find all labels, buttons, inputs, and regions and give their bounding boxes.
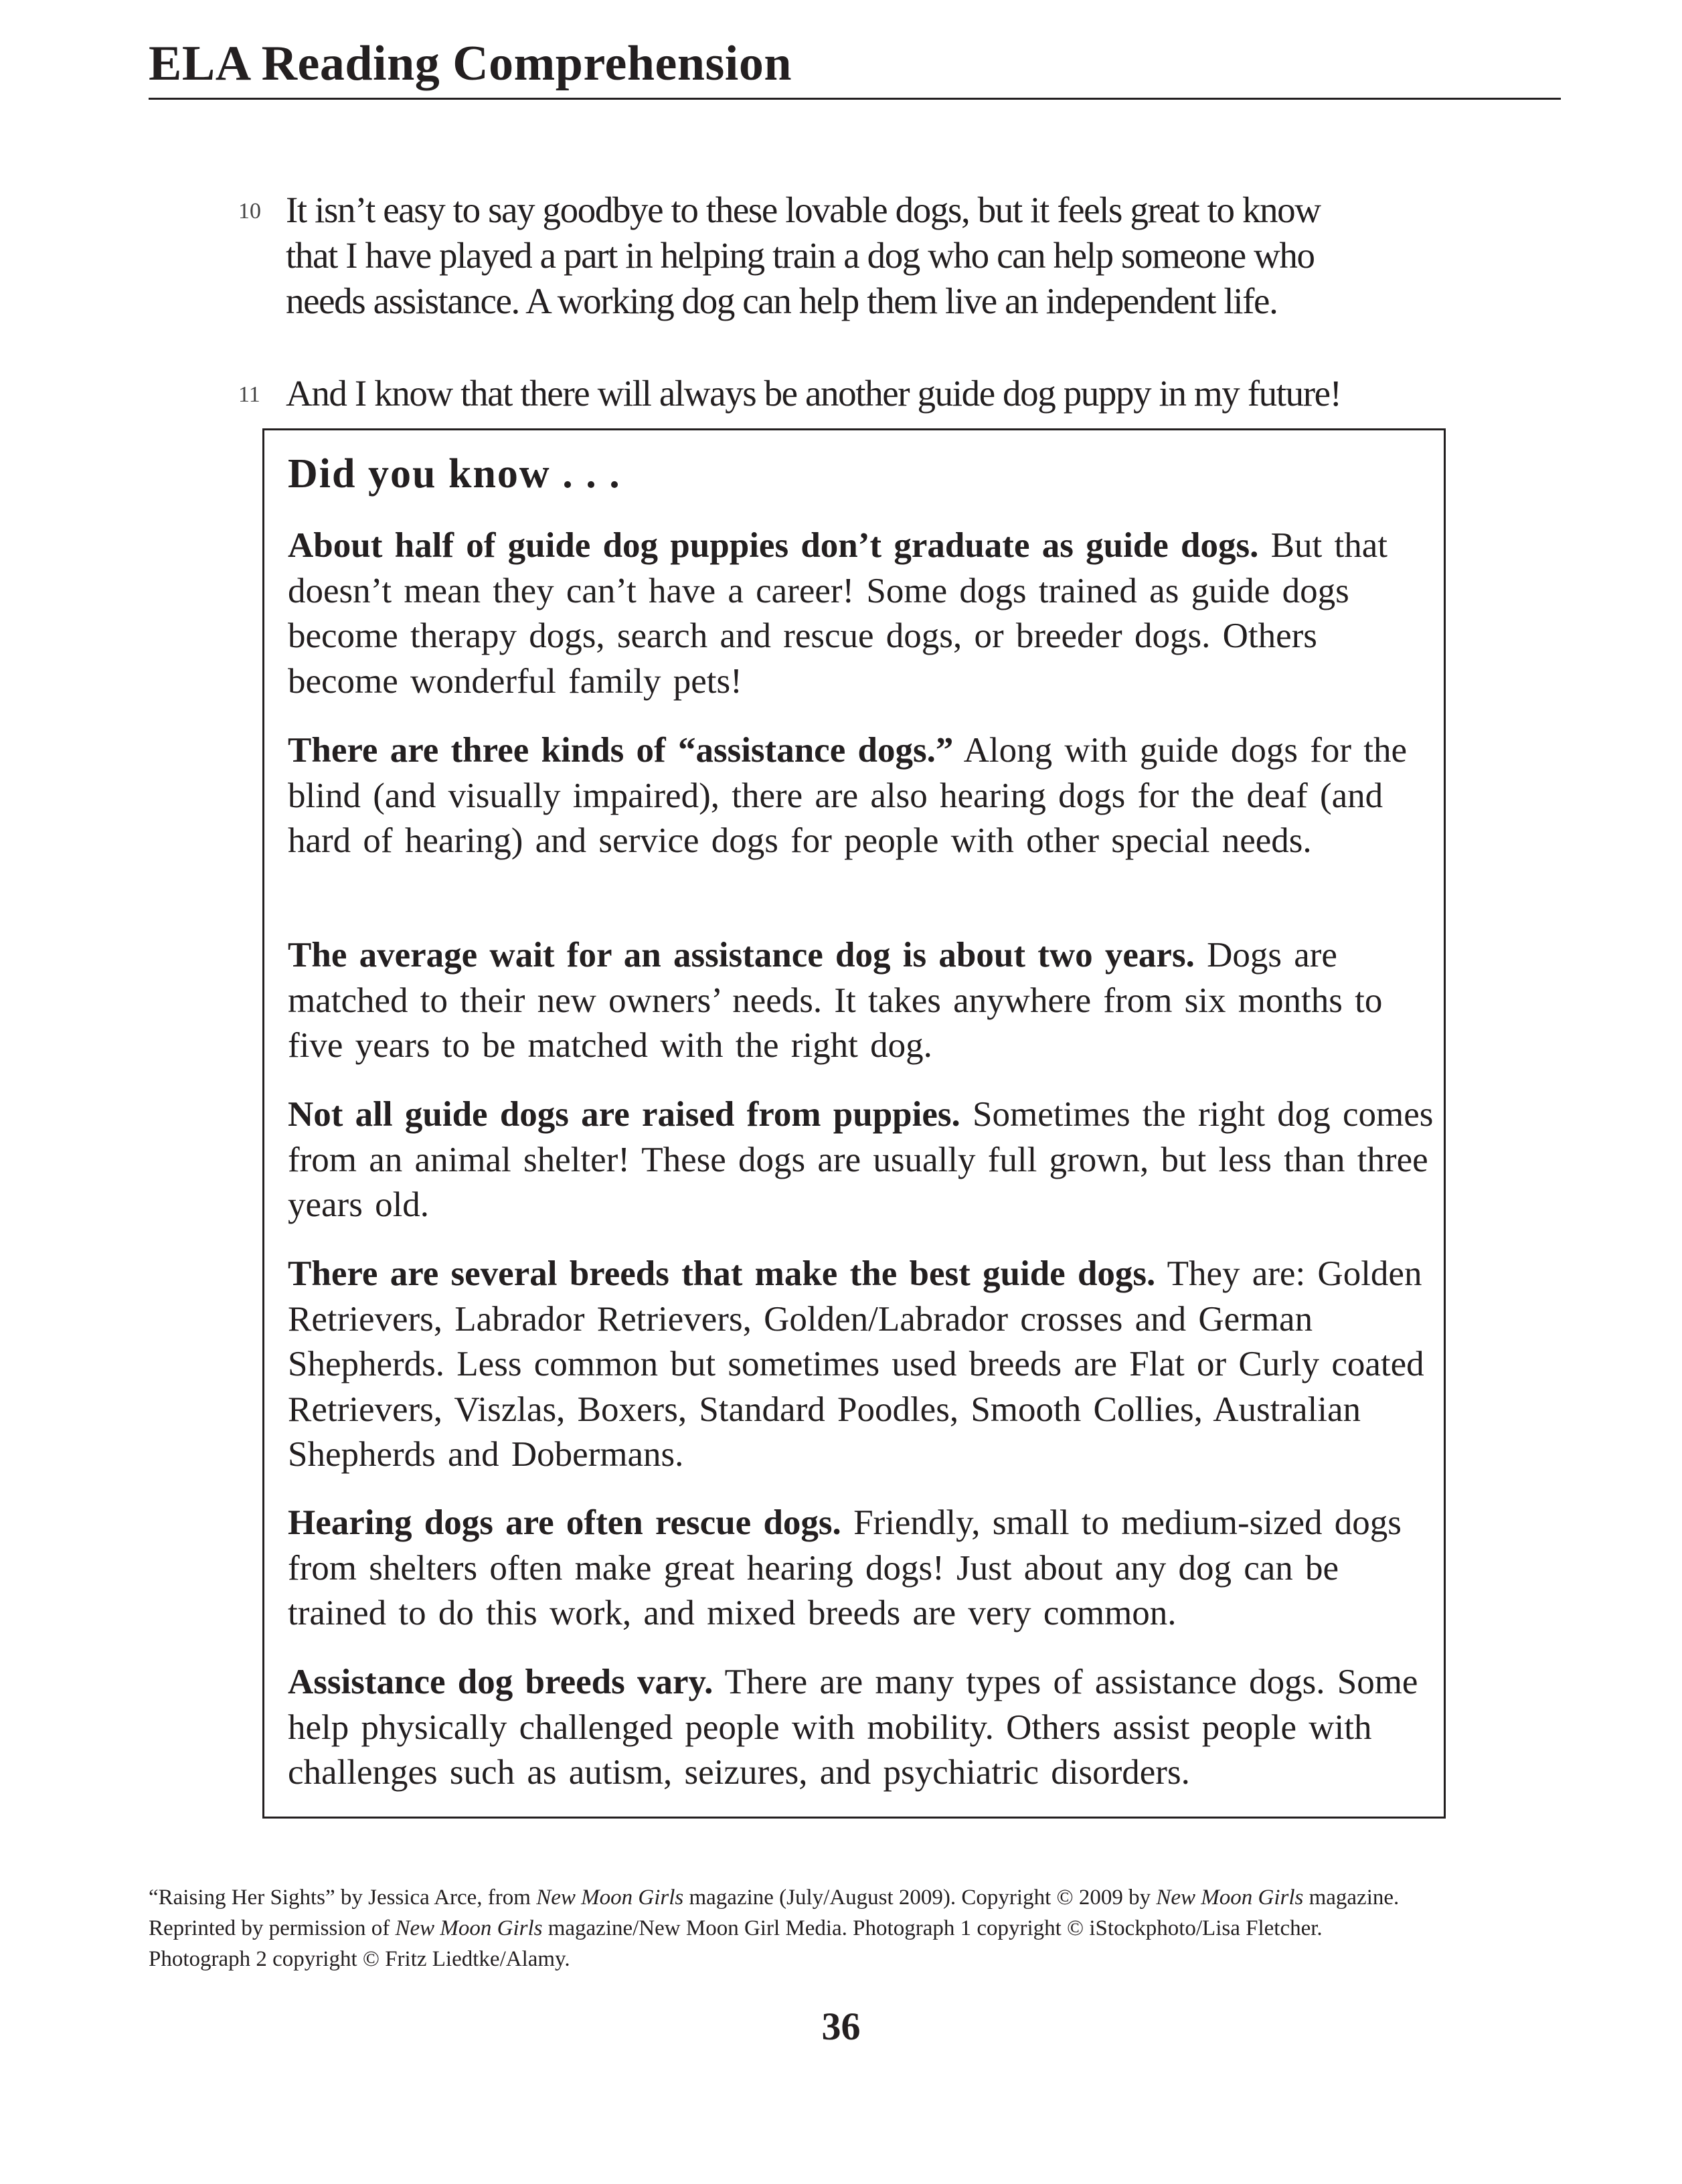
page-number: 36 (821, 2005, 861, 2048)
passage-line: needs assistance. A working dog can help them live an independent life. (286, 280, 1278, 321)
credit-line: Photograph 2 copyright © Fritz Liedtke/Alamy. (149, 1947, 570, 1971)
fact-item (288, 1092, 1436, 1228)
passage-line: And I know that there will always be another guide dog puppy in my future! (286, 373, 1341, 414)
fact-item (288, 933, 1436, 1069)
fact-item (288, 1252, 1436, 1478)
paragraph-number: 10 (238, 199, 261, 224)
passage-paragraph-11 (286, 371, 1437, 416)
fact-item (288, 523, 1436, 704)
fact-text: Dogs are matched to their new owners’ needs. It takes anywhere from six months to five years to be matched with the right dog. (288, 936, 1383, 1065)
fact-heading: Not all guide dogs are raised from puppies. (288, 1095, 960, 1134)
fact-item (288, 1501, 1436, 1636)
fact-text: Friendly, small to medium-sized dogs from shelters often make great hearing dogs! Just about any dog can be trained to do this work, and mixed breeds are very common. (288, 1503, 1402, 1632)
credit-line: Reprinted by permission of New Moon Girls magazine/New Moon Girl Media. Photograph 1 copyright © iStockphoto/Lisa Fletcher. (149, 1916, 1323, 1940)
fact-heading: Assistance dog breeds vary. (288, 1663, 713, 1701)
fact-heading: Hearing dogs are often rescue dogs. (288, 1503, 841, 1542)
fact-text: There are many types of assistance dogs. Some help physically challenged people with mobility. Others assist people with challenges such as autism, seizures, and psychiatric disorders. (288, 1663, 1418, 1792)
passage-paragraph-10 (286, 187, 1437, 324)
passage-line: that I have played a part in helping train a dog who can help someone who (286, 235, 1315, 276)
fact-item (288, 728, 1436, 864)
passage-line: It isn’t easy to say goodbye to these lovable dogs, but it feels great to know (286, 189, 1321, 230)
fact-item (288, 1660, 1436, 1796)
fact-text: They are: Golden Retrievers, Labrador Retrievers, Golden/Labrador crosses and German Shepherds. Less common but sometimes used breeds are Flat or Curly coated Retrievers, Viszlas, Boxers, Standard Poodles, Smooth Collies, Australian Shepherds and Dobermans. (288, 1254, 1424, 1474)
fact-heading: There are three kinds of “assistance dogs.” (288, 731, 954, 770)
credit-line: “Raising Her Sights” by Jessica Arce, from New Moon Girls magazine (July/August 2009). Copyright © 2009 by New Moon Girls magazine. (149, 1885, 1400, 1910)
fact-heading: There are several breeds that make the best guide dogs. (288, 1254, 1156, 1293)
fact-text: But that doesn’t mean they can’t have a career! Some dogs trained as guide dogs become therapy dogs, search and rescue dogs, or breeder dogs. Others become wonderful family pets! (288, 526, 1387, 701)
page-header-title: ELA Reading Comprehension (149, 36, 792, 91)
header-rule (149, 98, 1561, 100)
fact-text: Along with guide dogs for the blind (and visually impaired), there are also hearing dogs for the deaf (and hard of hearing) and service dogs for people with other special needs. (288, 731, 1408, 860)
fact-heading: About half of guide dog puppies don’t graduate as guide dogs. (288, 526, 1259, 565)
fact-text: Sometimes the right dog comes from an animal shelter! These dogs are usually full grown, but less than three years old. (288, 1095, 1434, 1224)
fact-heading: The average wait for an assistance dog is about two years. (288, 936, 1195, 975)
sidebar-title: Did you know . . . (288, 451, 621, 497)
paragraph-number: 11 (238, 382, 260, 407)
source-credits (149, 1882, 1574, 1975)
